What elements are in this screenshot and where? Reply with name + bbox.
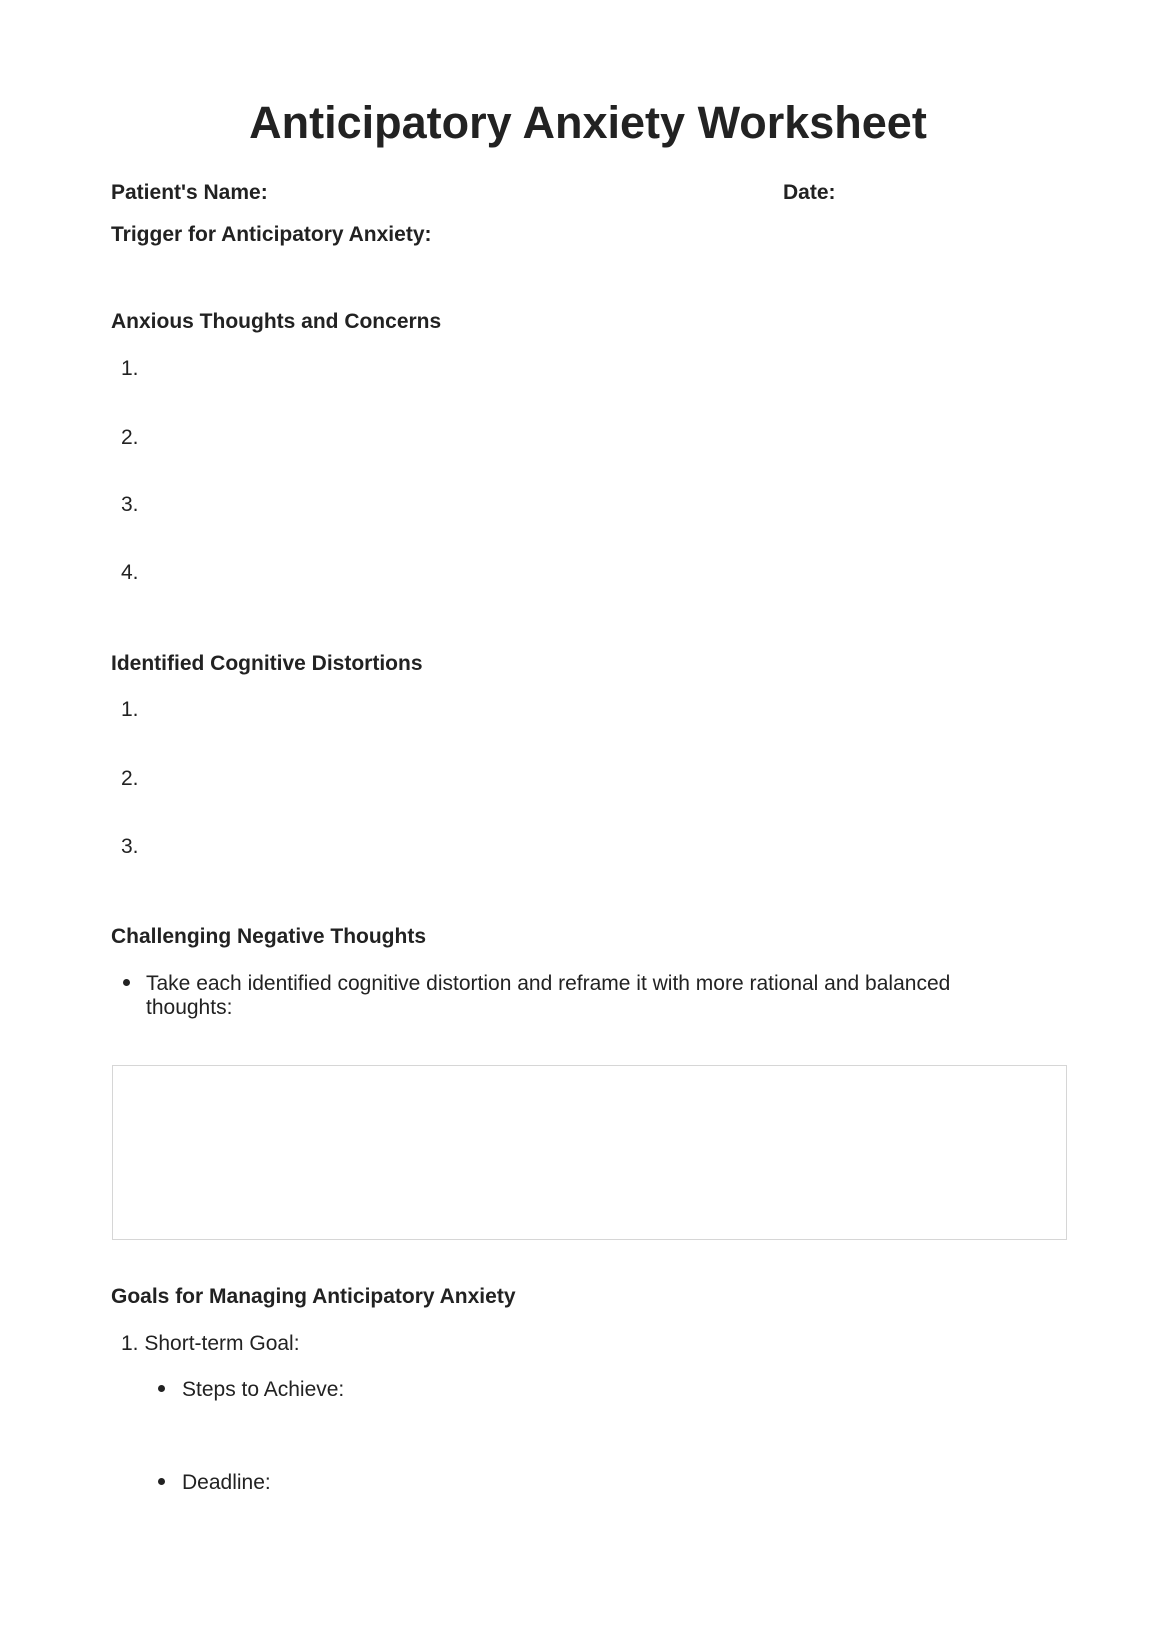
patient-name-label: Patient's Name: <box>111 181 268 204</box>
page-title: Anticipatory Anxiety Worksheet <box>249 97 927 148</box>
short-term-goal-label: 1. Short-term Goal: <box>121 1332 300 1355</box>
anxious-thoughts-heading: Anxious Thoughts and Concerns <box>111 310 442 333</box>
bullet-icon <box>158 1385 165 1392</box>
deadline-label: Deadline: <box>182 1471 271 1494</box>
list-item: 4. <box>121 561 139 584</box>
list-item: 3. <box>121 493 139 516</box>
instruction-text-cont: thoughts: <box>146 996 233 1019</box>
list-item: 2. <box>121 767 139 790</box>
bullet-icon <box>158 1478 165 1485</box>
date-label: Date: <box>783 181 836 204</box>
steps-label: Steps to Achieve: <box>182 1378 345 1401</box>
bullet-icon <box>123 979 130 986</box>
list-item: 1. <box>121 698 139 721</box>
trigger-label: Trigger for Anticipatory Anxiety: <box>111 223 432 246</box>
cognitive-distortions-heading: Identified Cognitive Distortions <box>111 652 423 675</box>
instruction-text: Take each identified cognitive distortion and reframe it with more rational and balanced <box>146 972 951 995</box>
list-item: 2. <box>121 426 139 449</box>
list-item: 3. <box>121 835 139 858</box>
reframe-response-box[interactable] <box>112 1065 1067 1240</box>
goals-heading: Goals for Managing Anticipatory Anxiety <box>111 1285 516 1308</box>
challenging-thoughts-heading: Challenging Negative Thoughts <box>111 925 427 948</box>
list-item: 1. <box>121 357 139 380</box>
